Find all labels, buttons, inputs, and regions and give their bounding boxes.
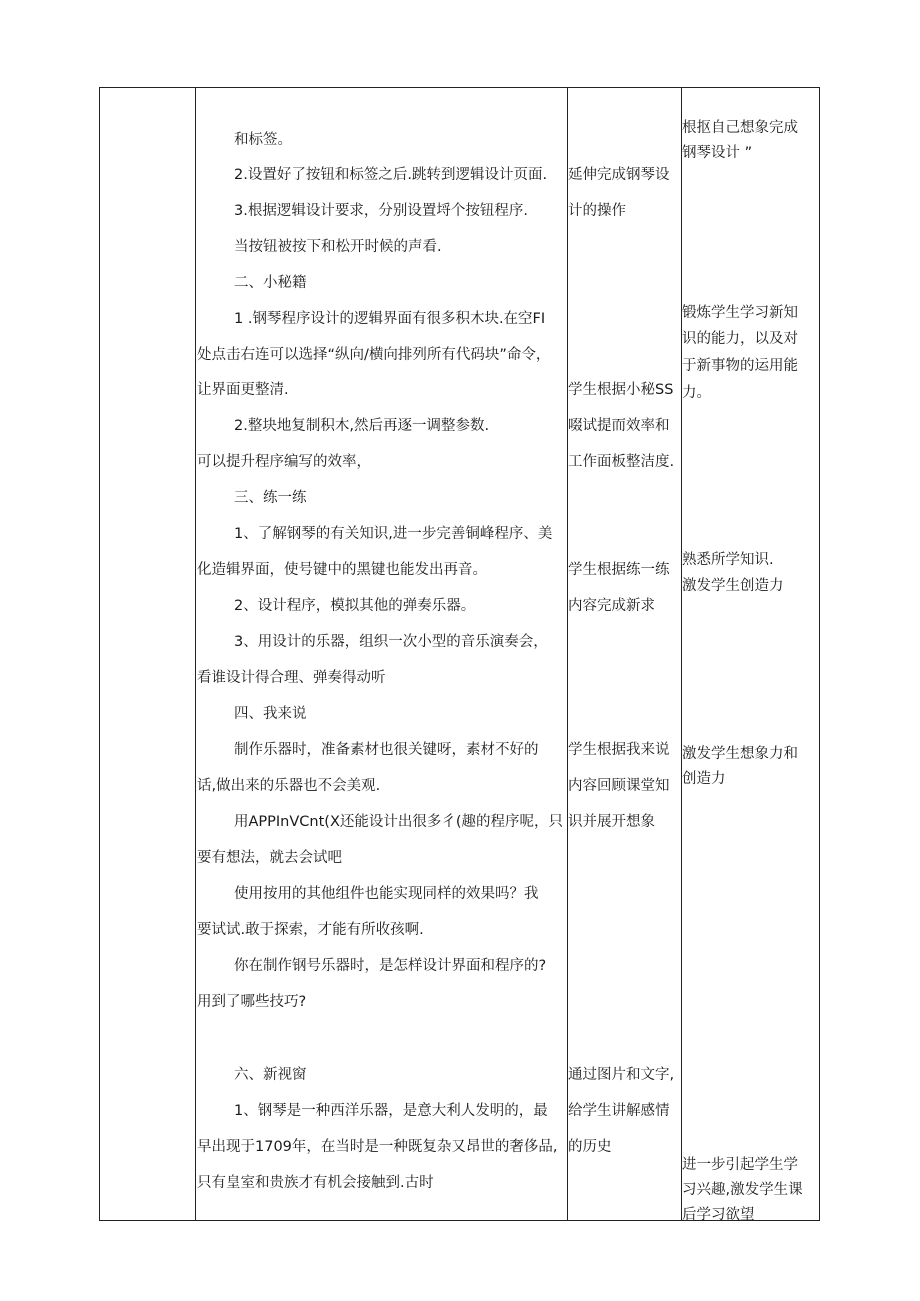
activity-line: 的历史 [568, 1139, 612, 1155]
activity-line: 学生根据我来说 [568, 742, 670, 758]
content-line: 用APPInVCnt(X还能设计出很多彳(趣的程序呢，只 [234, 814, 564, 830]
blank-column [100, 88, 195, 1220]
purpose-line: 锻炼学生学习新知 [682, 305, 798, 321]
content-line: 1、钢琴是一种西洋乐器，是意大利人发明的，最 [234, 1103, 548, 1119]
activity-line: 识并展开想象 [568, 814, 655, 830]
activity-line: 学生根据练一练 [568, 562, 670, 578]
activity-line: 工作面板整洁度. [568, 454, 675, 470]
activity-line: 通过图片和文字, [568, 1067, 675, 1083]
purpose-line: 于新事物的运用能 [682, 358, 798, 374]
content-line: 处点击右连可以选择“纵向/横向排列所有代码块”命令， [197, 347, 551, 363]
content-line: 要有想法，就去会试吧 [197, 850, 342, 866]
purpose-line: 激发学生创造力 [682, 578, 784, 594]
activity-line: 内容完成新求 [568, 598, 655, 614]
content-line: 1 .钢琴程序设计的逻辑界面有很多积木块.在空FI [234, 311, 546, 327]
purpose-line: 钢琴设计 ” [682, 145, 753, 161]
content-line: 用到了哪些技巧? [197, 994, 307, 1010]
lesson-table [99, 87, 820, 1221]
content-line: 1、了解钢琴的有关知识,进一步完善铜峰程序、美 [234, 526, 553, 542]
content-line: 当按钮被按下和松开时候的声看. [234, 239, 442, 255]
purpose-line: 进一步引起学生学 [682, 1157, 798, 1173]
section-heading: 三、练一练 [234, 490, 307, 506]
activity-line: 啜试提而效率和 [568, 418, 670, 434]
content-line: 你在制作钢号乐器时，是怎样设计界面和程序的? [234, 958, 547, 974]
activity-line: 给学生讲解感情 [568, 1103, 670, 1119]
content-line: 只有皇室和贵族才有机会接触到.古时 [197, 1175, 434, 1191]
content-line: 可以提升程序编写的效率， [197, 454, 371, 470]
purpose-line: 创造力 [682, 771, 726, 787]
purpose-line: 力。 [682, 385, 711, 401]
content-line: 制作乐器时，准备素材也很关键呀，素材不好的 [234, 742, 539, 758]
section-heading: 四、我来说 [234, 706, 307, 722]
content-line: 要试试.敢于探索，才能有所收孩啊. [197, 922, 424, 938]
content-line: 2、设计程序，模拟其他的弹奏乐器。 [234, 598, 476, 614]
content-line: 和标签。 [234, 132, 292, 148]
content-line: 2.整块地复制积木,然后再逐一调整参数. [234, 418, 490, 434]
purpose-line: 后学习欲望 [682, 1207, 755, 1223]
activity-line: 内容回顾课堂知 [568, 778, 670, 794]
purpose-line: 识的能力，以及对 [682, 331, 798, 347]
content-line: 使用按用的其他组件也能实现同样的效果吗？我 [234, 886, 539, 902]
content-line: 化造辑界面，使号键中的黑键也能发出再音。 [197, 562, 487, 578]
purpose-line: 激发学生想象力和 [682, 746, 798, 762]
activity-column [568, 88, 681, 1220]
activity-line: 延伸完成钢琴设 [568, 167, 670, 183]
purpose-line: 熟悉所学知识. [682, 552, 774, 568]
section-heading: 六、新视窗 [234, 1067, 307, 1083]
purpose-line: 习兴趣,激发学生课 [682, 1182, 803, 1198]
purpose-line: 根抠自己想象完成 [682, 120, 798, 136]
content-line: 早出现于1709年，在当时是一种既复杂又昂世的奢侈品, [197, 1139, 558, 1155]
content-line: 2.设置好了按钮和标签之后.跳转到逻辑设计页面. [234, 167, 548, 183]
content-line: 3、用设计的乐器，组织一次小型的音乐演奏会， [234, 634, 548, 650]
activity-line: 学生根据小秘SS [568, 382, 674, 398]
content-line: 看谁设计得合理、弹奏得动听 [197, 670, 386, 686]
section-heading: 二、小秘籍 [234, 275, 307, 291]
activity-line: 计的操作 [568, 203, 626, 219]
content-column [196, 88, 567, 1220]
content-line: 3.根据逻辑设计要求，分别设置埒个按钮程序. [234, 203, 528, 219]
content-line: 话,做出来的乐器也不会美观. [197, 778, 381, 794]
content-line: 让界面更整清. [197, 382, 289, 398]
purpose-column [682, 88, 819, 1223]
